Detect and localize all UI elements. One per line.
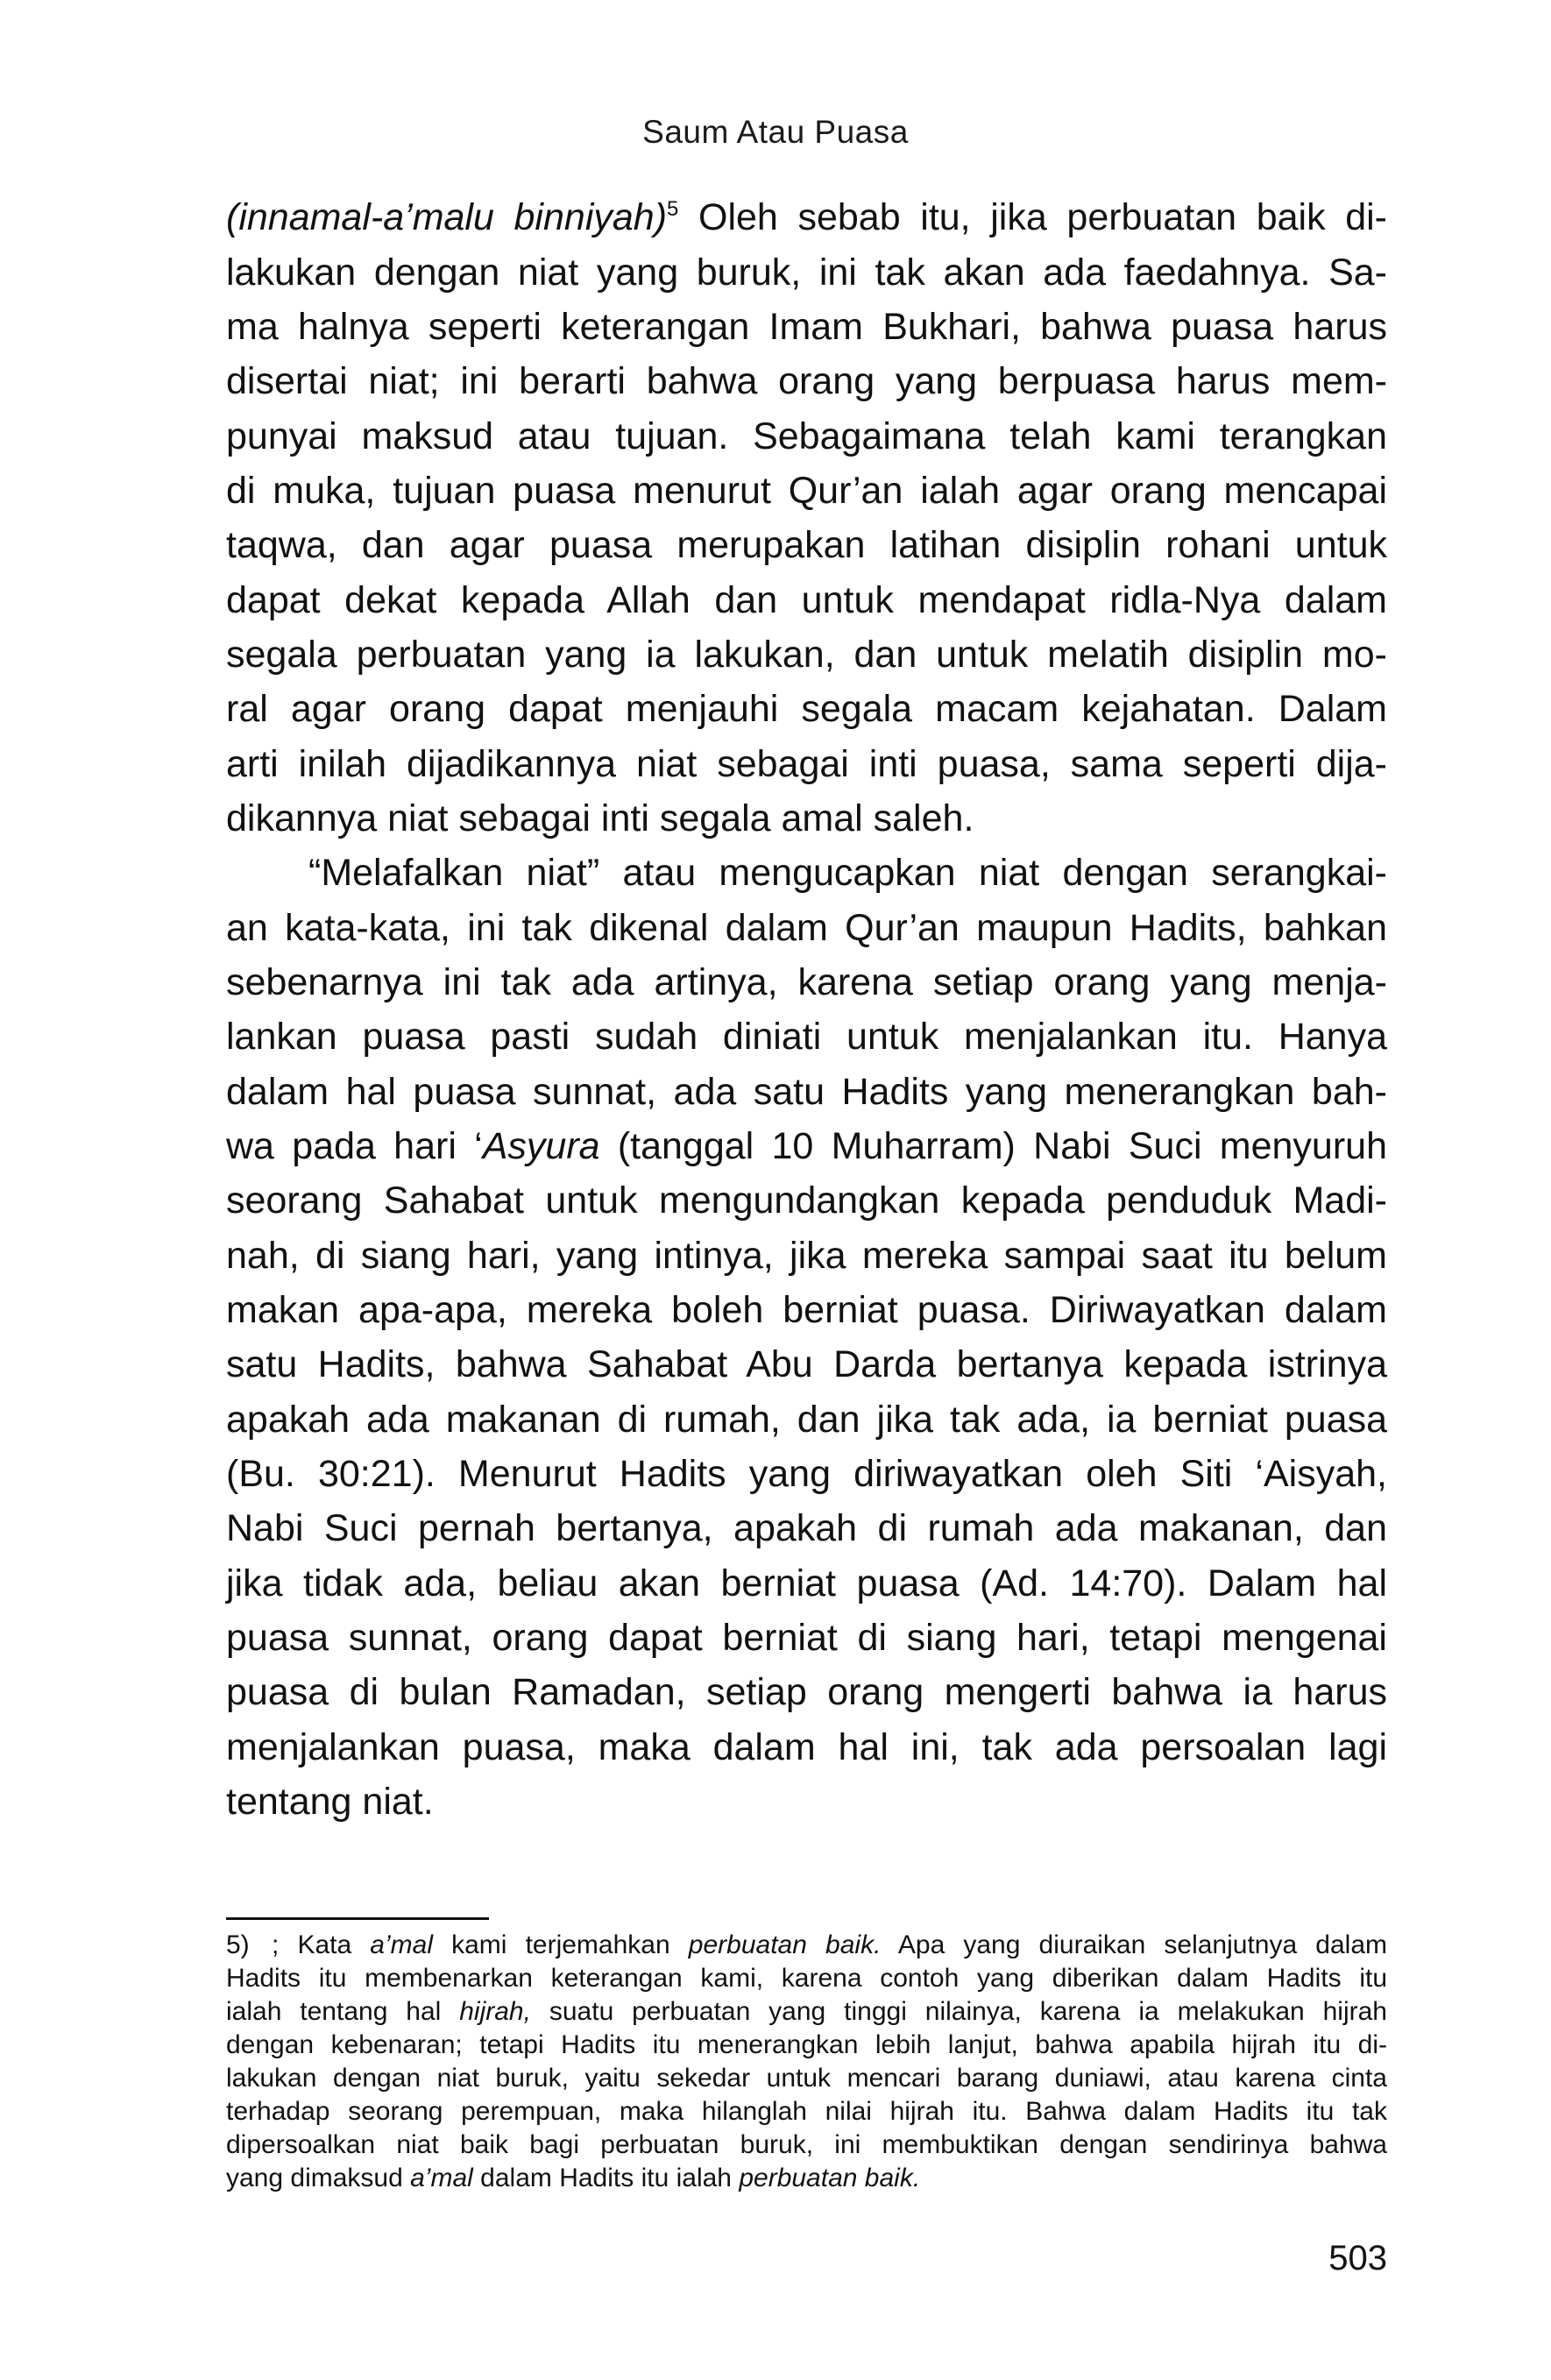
paragraph-1-line-1 [226, 193, 1387, 242]
paragraph-1-line: arti inilah dijadikannya niat sebagai inti puasa, sama seperti dija- [226, 743, 1387, 785]
paragraph-1-line: di muka, tujuan puasa menurut Qur’an ialah agar orang mencapai [226, 470, 1387, 512]
footnote-italic: perbuatan baik. [739, 2164, 921, 2192]
paragraph-2-line: jika tidak ada, beliau akan berniat puasa (Ad. 14:70). Dalam hal [226, 1562, 1387, 1604]
footnote-text: ialah tentang hal [226, 1997, 460, 2026]
paragraph-2-line: lankan puasa pasti sudah diniati untuk menjalankan itu. Hanya [226, 1016, 1387, 1058]
paragraph-1-line: ma halnya seperti keterangan Imam Bukhari, bahwa puasa harus [226, 306, 1387, 348]
footnote-divider [226, 1917, 489, 1920]
footnote-line [226, 1996, 1387, 2028]
running-head-title: Saum Atau Puasa [642, 114, 909, 150]
paragraph-2-line: “Melafalkan niat” atau mengucapkan niat dengan serangkai- [308, 852, 1387, 894]
paragraph-1-line: dikannya niat sebagai inti segala amal saleh. [226, 797, 974, 839]
paragraph-1-line: ral agar orang dapat menjauhi segala macam kejahatan. Dalam [226, 688, 1387, 730]
paragraph-1-line: segala perbuatan yang ia lakukan, dan untuk melatih disiplin mo- [226, 634, 1387, 676]
footnote-italic: hijrah, [459, 1997, 531, 2026]
paragraph-2-line: tentang niat. [226, 1781, 434, 1823]
paragraph-2-line: (Bu. 30:21). Menurut Hadits yang diriwayatkan oleh Siti ‘Aisyah, [226, 1453, 1387, 1495]
footnote-line: dipersoalkan niat baik bagi perbuatan buruk, ini membuktikan dengan sendirinya bahwa [226, 2130, 1387, 2159]
footnote-marker: 5) [226, 1930, 250, 1959]
paragraph-2-line: puasa sunnat, orang dapat berniat di siang hari, tetapi mengenai [226, 1617, 1387, 1659]
footnote-italic: a’mal [370, 1930, 433, 1959]
paragraph-1-line: punyai maksud atau tujuan. Sebagaimana telah kami terangkan [226, 415, 1387, 457]
paragraph-1-line: disertai niat; ini berarti bahwa orang yang berpuasa harus mem- [226, 360, 1387, 402]
paragraph-2-line: an kata-kata, ini tak dikenal dalam Qur’an maupun Hadits, bahkan [226, 907, 1387, 949]
paragraph-2-line-asyura [226, 1122, 1387, 1171]
paragraph-1-line: lakukan dengan niat yang buruk, ini tak akan ada faedahnya. Sa- [226, 251, 1387, 294]
paragraph-2-line: seorang Sahabat untuk mengundangkan kepada penduduk Madi- [226, 1179, 1387, 1222]
footnote-text: dalam Hadits itu ialah [472, 2164, 740, 2192]
paragraph-2-line: puasa di bulan Ramadan, setiap orang mengerti bahwa ia harus [226, 1671, 1387, 1713]
paragraph-2-line: dalam hal puasa sunnat, ada satu Hadits yang menerangkan bah- [226, 1071, 1387, 1113]
asyura-italic: Asyura [482, 1125, 600, 1167]
footnote-text: yang dimaksud [226, 2164, 411, 2192]
paragraph-2-line: sebenarnya ini tak ada artinya, karena setiap orang yang menja- [226, 961, 1387, 1003]
lead-italic-phrase: (innamal-a’malu binniyah) [226, 196, 668, 238]
line-text: (tanggal 10 Muharram) Nabi Suci menyuruh [599, 1125, 1387, 1167]
footnote-text: kami terjemahkan [433, 1930, 689, 1959]
footnote-text: ; Kata [272, 1930, 371, 1959]
footnote-text: suatu perbuatan yang tinggi nilainya, karena ia melakukan hijrah [530, 1997, 1387, 2026]
footnote-italic: perbuatan baik. [688, 1930, 882, 1959]
paragraph-2-line: Nabi Suci pernah bertanya, apakah di rumah ada makanan, dan [226, 1507, 1387, 1549]
footnote-line: dengan kebenaran; tetapi Hadits itu menerangkan lebih lanjut, bahwa apabila hijrah itu di- [226, 2030, 1387, 2059]
footnote-text: Apa yang diuraikan selanjutnya dalam [881, 1930, 1388, 1959]
paragraph-1-line: taqwa, dan agar puasa merupakan latihan disiplin rohani untuk [226, 524, 1387, 566]
line-text: Oleh sebab itu, jika perbuatan baik di- [678, 196, 1387, 238]
paragraph-1-line: dapat dekat kepada Allah dan untuk mendapat ridla-Nya dalam [226, 579, 1387, 621]
footnote-italic: a’mal [410, 2164, 473, 2192]
paragraph-2-line: makan apa-apa, mereka boleh berniat puasa. Diriwayatkan dalam [226, 1289, 1387, 1331]
footnote-line: terhadap seorang perempuan, maka hilanglah nilai hijrah itu. Bahwa dalam Hadits itu tak [226, 2097, 1387, 2126]
page-number: 503 [1328, 2239, 1387, 2277]
paragraph-2-line: nah, di siang hari, yang intinya, jika mereka sampai saat itu belum [226, 1235, 1387, 1277]
footnote-line-last [226, 2163, 1387, 2194]
paragraph-2-line: satu Hadits, bahwa Sahabat Abu Darda bertanya kepada istrinya [226, 1343, 1387, 1385]
footnote-reference[interactable]: 5 [667, 197, 679, 221]
footnote-line: Hadits itu membenarkan keterangan kami, karena contoh yang diberikan dalam Hadits itu [226, 1964, 1387, 1993]
footnote-line-1 [226, 1930, 1387, 1961]
footnote-line: lakukan dengan niat buruk, yaitu sekedar untuk mencari barang duniawi, atau karena cinta [226, 2064, 1387, 2093]
line-text: wa pada hari ‘ [226, 1125, 483, 1167]
paragraph-2-line: apakah ada makanan di rumah, dan jika tak ada, ia berniat puasa [226, 1399, 1387, 1441]
paragraph-2-line: menjalankan puasa, maka dalam hal ini, tak ada persoalan lagi [226, 1726, 1387, 1768]
